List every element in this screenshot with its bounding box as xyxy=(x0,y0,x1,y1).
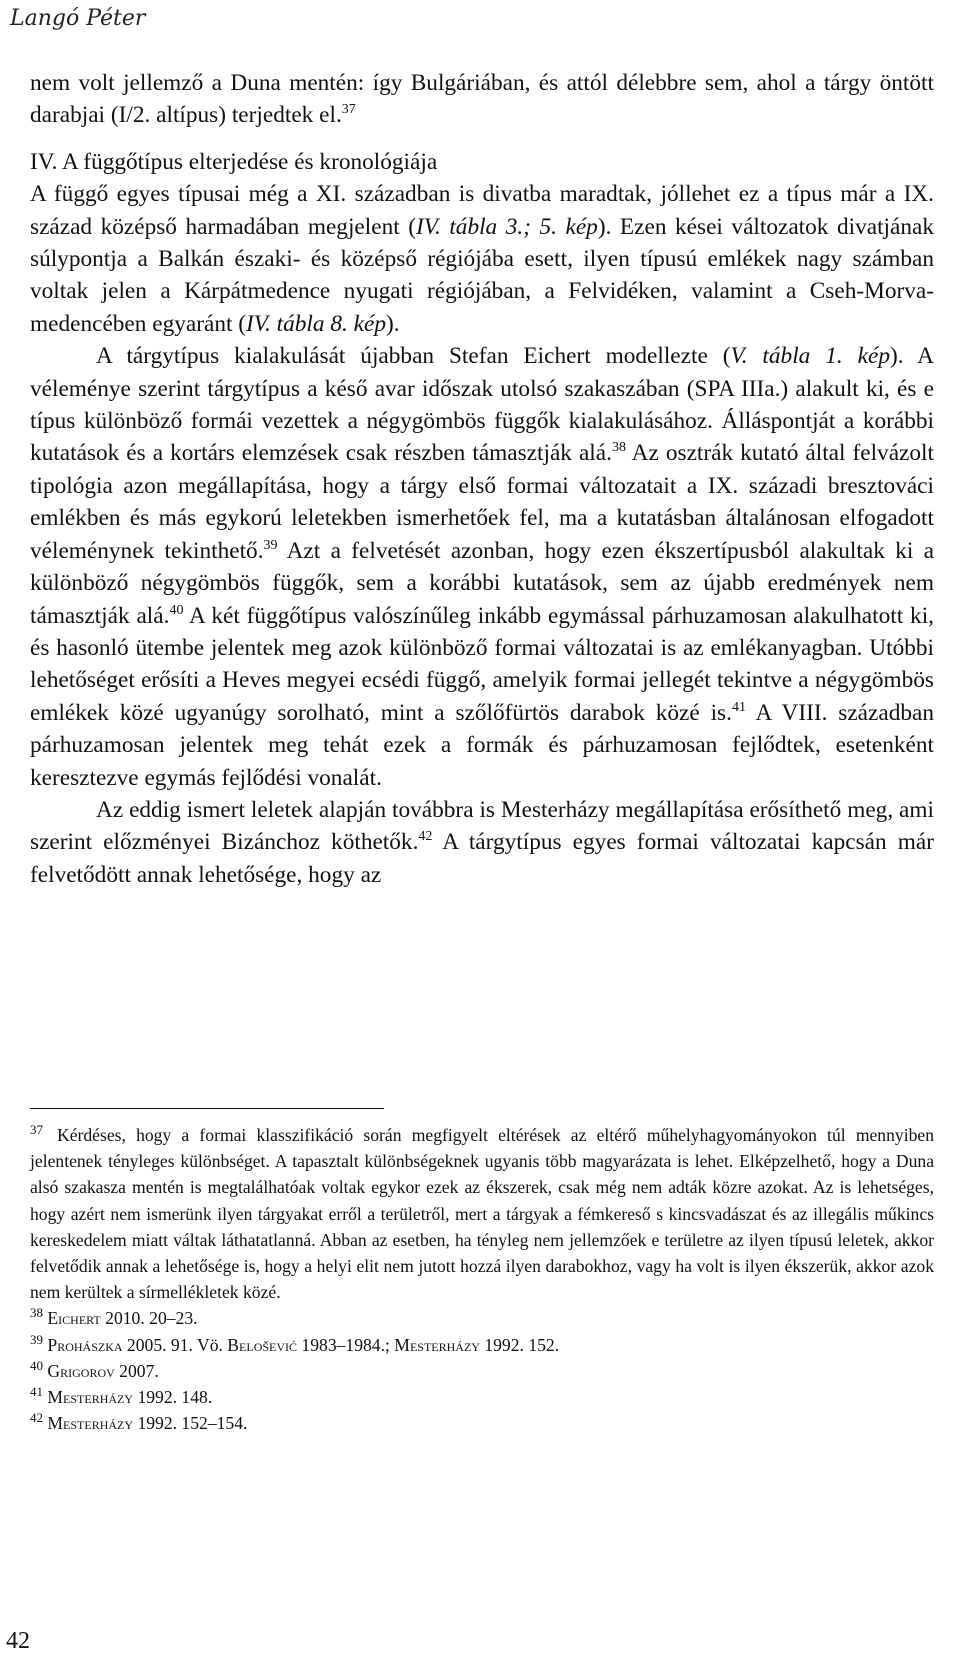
footnote-41: $^{41}$ Mesterházy 1992. 148. xyxy=(30,1384,213,1408)
paragraph-2: A függő egyes típusai még a XI. században is divatba maradtak, jóllehet ez a típus már a IX. század középső harmadában megjelent (IV. tábla 3.; 5. kép). Ezen kései változatok divatjának súlypontja a Balkán északi- és középső régiójába esett, ilyen típusú emlékek nagy számban voltak jelen a Kárpátmedence nyugati régiójában, a Felvidéken, valamint a Cseh-Morvamedencében egyaránt (IV. tábla 8. kép). xyxy=(30,181,935,337)
footnote-39: $^{39}$ Prohászka 2005. 91. Vö. Belošević 1983–1984.; Mesterházy 1992. 152. xyxy=(30,1331,560,1355)
footnote-ref-42[interactable]: 42 xyxy=(418,829,433,845)
footnotes xyxy=(30,1122,934,1436)
paragraph-3: A tárgytípus kialakulását újabban Stefan Eichert modellezte (V. tábla 1. kép). A véleménye szerint tárgytípus a késő avar időszak utolsó szakaszában (SPA IIIa.) alakult ki, és e típus különböző formái vezettek a négygömbös függők kialakulásához. Álláspontját a korábbi kutatások és a kortárs elemzések csak részben támasztják alá.$^{38}$ Az osztrák kutató által felvázolt tipológia azon megállapítása, hogy a tárgy első formai változatait a IX. századi bresztováci emlékben és más egykorú leletekben ismerhetőek fel, ma a kutatásban általánosan elfogadott véleménynek tekinthető.$^{39}$ Azt a felvetését azonban, hogy ezen ékszertípusból alakultak ki a különböző négygömbös függők, sem a korábbi kutatások, sem az újabb eredmények nem támasztják alá.$^{40}$ A két függőtípus valószínűleg inkább egymással párhuzamosan alakulhatott ki, és hasonló ütembe jelentek meg azok különböző formai változatai is az emlékanyagban. Utóbbi lehetőséget erősíti a Heves megyei ecsédi függő, amelyik formai jellegét tekintve a négygömbös emlékek közé ugyanúgy sorolható, mint a szőlőfürtös darabok közé is.$^{41}$ A VIII. században párhuzamosan jelentek meg tehát ezek a formák és párhuzamosan fejlődtek, esetenként keresztezve egymás fejlődési vonalát. xyxy=(30,343,935,791)
footnote-ref-37[interactable]: 37 xyxy=(341,102,356,118)
page-number: 42 xyxy=(6,1628,30,1654)
body-text xyxy=(30,67,934,891)
footnote-38: $^{38}$ Eichert 2010. 20–23. xyxy=(30,1305,198,1329)
footnote-divider xyxy=(30,1108,384,1109)
paragraph-4: Az eddig ismert leletek alapján továbbra is Mesterházy megállapítása erősíthető meg, ami szerint előzményei Bizánchoz köthetők.$^{42}$ A tárgytípus egyes formai változatai kapcsán már felvetődött annak lehetősége, hogy az xyxy=(30,796,934,888)
footnote-37: $^{37}$ Kérdéses, hogy a formai klasszifikáció során megfigyelt eltérések az eltérő műhelyhagyományokon túl mennyiben jelentenek tényleges különbséget. A tapasztalt különbségeknek ugyanis több magyarázata is lehet. Elképzelhető, hogy a Duna alsó szakasza mentén is megtalálhatóak voltak egykor ezek az ékszerek, csak még nem adták közre azokat. Az is lehetséges, hogy azért nem ismerünk ilyen tárgyakat erről a területről, mert a tárgyak a fémkereső s kincsvadászat és az illegális műkincs kereskedelem miatt váltak láthatatlanná. Abban az esetben, ha tényleg nem jellemzőek e területre az ilyen típusú leletek, akkor felvetődik annak a lehetősége is, hogy a helyi elit nem jutott hozzá ilyen darabokhoz, vagy ha volt is ilyen ékszerük, akkor azok nem kerültek a sírmellékletek közé. xyxy=(30,1122,934,1303)
section-heading: IV. A függőtípus elterjedése és kronológiája xyxy=(30,148,438,175)
footnote-ref-40[interactable]: 40 xyxy=(169,602,184,618)
paragraph-1: nem volt jellemző a Duna mentén: így Bulgáriában, és attól délebbre sem, ahol a tárgy öntött darabjai (I/2. altípus) terjedtek el.$^{37}$ xyxy=(30,70,934,129)
footnote-40: $^{40}$ Grigorov 2007. xyxy=(30,1357,159,1381)
footnote-ref-39[interactable]: 39 xyxy=(263,537,278,553)
footnote-ref-38[interactable]: 38 xyxy=(611,440,626,456)
footnote-ref-41[interactable]: 41 xyxy=(731,699,746,715)
footnote-42: $^{42}$ Mesterházy 1992. 152–154. xyxy=(30,1410,248,1434)
running-header: Langó Péter xyxy=(10,6,146,31)
